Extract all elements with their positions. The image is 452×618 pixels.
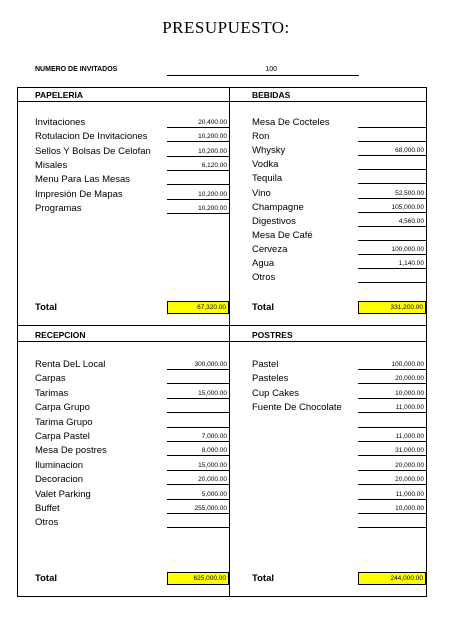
guests-underline	[167, 75, 359, 76]
bebidas-item-label: Whysky	[252, 145, 286, 157]
papeleria-item-label: Programas	[35, 202, 82, 214]
bebidas-item-label: Mesa De Café	[252, 229, 313, 241]
section-heading-postres: POSTRES	[252, 330, 293, 340]
bebidas-item-amount[interactable]	[358, 230, 426, 241]
recepcion-item-label: Valet Parking	[35, 488, 91, 500]
recepcion-item-label: Otros	[35, 517, 59, 529]
recepcion-item-amount[interactable]: 8,000.00	[167, 445, 229, 456]
postres-item-amount[interactable]: 11,000.00	[358, 489, 426, 500]
bebidas-item-label: Digestivos	[252, 215, 296, 227]
postres-item-label: Pastel	[252, 359, 279, 370]
papeleria-item-amount[interactable]: 10,200.00	[167, 146, 229, 157]
recepcion-item-amount[interactable]: 15,000.00	[167, 388, 229, 399]
postres-item-amount[interactable]: 10,000.00	[358, 388, 426, 399]
recepcion-item-label: Carpa Grupo	[35, 402, 90, 414]
papeleria-item-amount[interactable]: 20,400.00	[167, 117, 229, 128]
total-recepcion: 625,000.00	[167, 572, 229, 585]
column-divider	[229, 87, 230, 597]
postres-item-amount[interactable]	[358, 517, 426, 528]
bebidas-item-amount[interactable]	[358, 131, 426, 142]
papeleria-item-amount[interactable]: 10,200.00	[167, 189, 229, 200]
recepcion-item-label: Carpa Pastel	[35, 431, 90, 442]
recepcion-item-amount[interactable]: 20,000.00	[167, 474, 229, 485]
recepcion-item-amount[interactable]: 255,000.00	[167, 503, 229, 514]
postres-item-amount[interactable]: 100,000.00	[358, 359, 426, 370]
recepcion-item-label: Mesa De postres	[35, 445, 107, 457]
bebidas-item-amount[interactable]: 68,000.00	[358, 145, 426, 156]
total-postres: 244,000.00	[358, 572, 426, 585]
postres-item-amount[interactable]: 11,000.00	[358, 402, 426, 413]
total-label-recepcion: Total	[35, 573, 57, 584]
papeleria-item-label: Rotulacion De Invitaciones	[35, 131, 148, 143]
postres-item-amount[interactable]: 20,000.00	[358, 460, 426, 471]
bebidas-item-amount[interactable]	[358, 159, 426, 170]
bebidas-item-label: Vino	[252, 187, 271, 199]
papeleria-item-label: Menu Para Las Mesas	[35, 174, 131, 186]
recepcion-item-label: Tarimas	[35, 387, 69, 399]
postres-item-label: Cup Cakes	[252, 387, 299, 399]
total-label-postres: Total	[252, 573, 274, 584]
recepcion-item-amount[interactable]	[167, 373, 229, 384]
total-label-bebidas: Total	[252, 302, 274, 313]
recepcion-item-label: Carpas	[35, 373, 66, 385]
bebidas-item-label: Ron	[252, 131, 270, 143]
postres-item-label: Fuente De Chocolate	[252, 402, 342, 414]
bebidas-item-label: Champagne	[252, 201, 304, 213]
header-divider-bottom	[17, 341, 427, 342]
bebidas-item-amount[interactable]	[358, 173, 426, 184]
papeleria-item-label: Impresión De Mapas	[35, 188, 123, 200]
papeleria-item-amount[interactable]: 10,200.00	[167, 203, 229, 214]
recepcion-item-label: Buffet	[35, 503, 60, 514]
guests-value[interactable]: 100	[265, 66, 277, 73]
recepcion-item-amount[interactable]: 15,000.00	[167, 460, 229, 471]
page-title: PRESUPUESTO:	[162, 18, 290, 37]
papeleria-item-amount[interactable]: 6,120.00	[167, 160, 229, 171]
section-heading-recepcion: RECEPCION	[35, 330, 86, 340]
papeleria-item-label: Invitaciones	[35, 117, 86, 128]
recepcion-item-label: Tarima Grupo	[35, 416, 93, 428]
bebidas-item-amount[interactable]: 1,140.00	[358, 258, 426, 269]
postres-item-amount[interactable]: 20,000.00	[358, 373, 426, 384]
bebidas-item-label: Agua	[252, 258, 275, 269]
papeleria-item-amount[interactable]: 10,200.00	[167, 131, 229, 142]
papeleria-item-amount[interactable]	[167, 174, 229, 185]
bebidas-item-amount[interactable]: 52,500.00	[358, 188, 426, 199]
papeleria-item-label: Misales	[35, 159, 68, 171]
bebidas-item-label: Otros	[252, 272, 276, 284]
papeleria-item-label: Sellos Y Bolsas De Celofan	[35, 145, 151, 157]
header-divider-top	[17, 101, 427, 102]
total-label-papeleria: Total	[35, 302, 57, 313]
postres-item-amount[interactable]	[358, 417, 426, 428]
postres-item-amount[interactable]: 20,000.00	[358, 474, 426, 485]
bebidas-item-label: Mesa De Cocteles	[252, 117, 330, 128]
bebidas-item-amount[interactable]	[358, 272, 426, 283]
bebidas-item-amount[interactable]	[358, 117, 426, 128]
bebidas-item-label: Cerveza	[252, 243, 288, 255]
section-divider-middle	[17, 325, 427, 326]
recepcion-item-label: Renta DeL Local	[35, 359, 106, 370]
recepcion-item-amount[interactable]: 300,000.00	[167, 359, 229, 370]
recepcion-item-amount[interactable]	[167, 417, 229, 428]
postres-item-amount[interactable]: 11,000.00	[358, 431, 426, 442]
recepcion-item-amount[interactable]: 7,000.00	[167, 431, 229, 442]
postres-item-label: Pasteles	[252, 373, 289, 385]
bebidas-item-label: Vodka	[252, 159, 279, 171]
bebidas-item-amount[interactable]: 105,000.00	[358, 202, 426, 213]
recepcion-item-label: Iluminacion	[35, 459, 84, 471]
section-heading-bebidas: BEBIDAS	[252, 90, 291, 100]
bebidas-item-amount[interactable]: 4,560.00	[358, 216, 426, 227]
section-heading-papeleria: PAPELERIA	[35, 90, 84, 100]
bebidas-item-label: Tequila	[252, 173, 283, 185]
recepcion-item-amount[interactable]: 5,000.00	[167, 489, 229, 500]
guests-label: NUMERO DE INVITADOS	[35, 66, 118, 73]
total-papeleria: 67,320.00	[167, 301, 229, 314]
postres-item-amount[interactable]: 31,000.00	[358, 445, 426, 456]
postres-item-amount[interactable]: 10,000.00	[358, 503, 426, 514]
total-bebidas: 331,200.00	[358, 301, 426, 314]
bebidas-item-amount[interactable]: 100,000.00	[358, 244, 426, 255]
recepcion-item-amount[interactable]	[167, 517, 229, 528]
recepcion-item-label: Decoracion	[35, 474, 84, 486]
recepcion-item-amount[interactable]	[167, 402, 229, 413]
